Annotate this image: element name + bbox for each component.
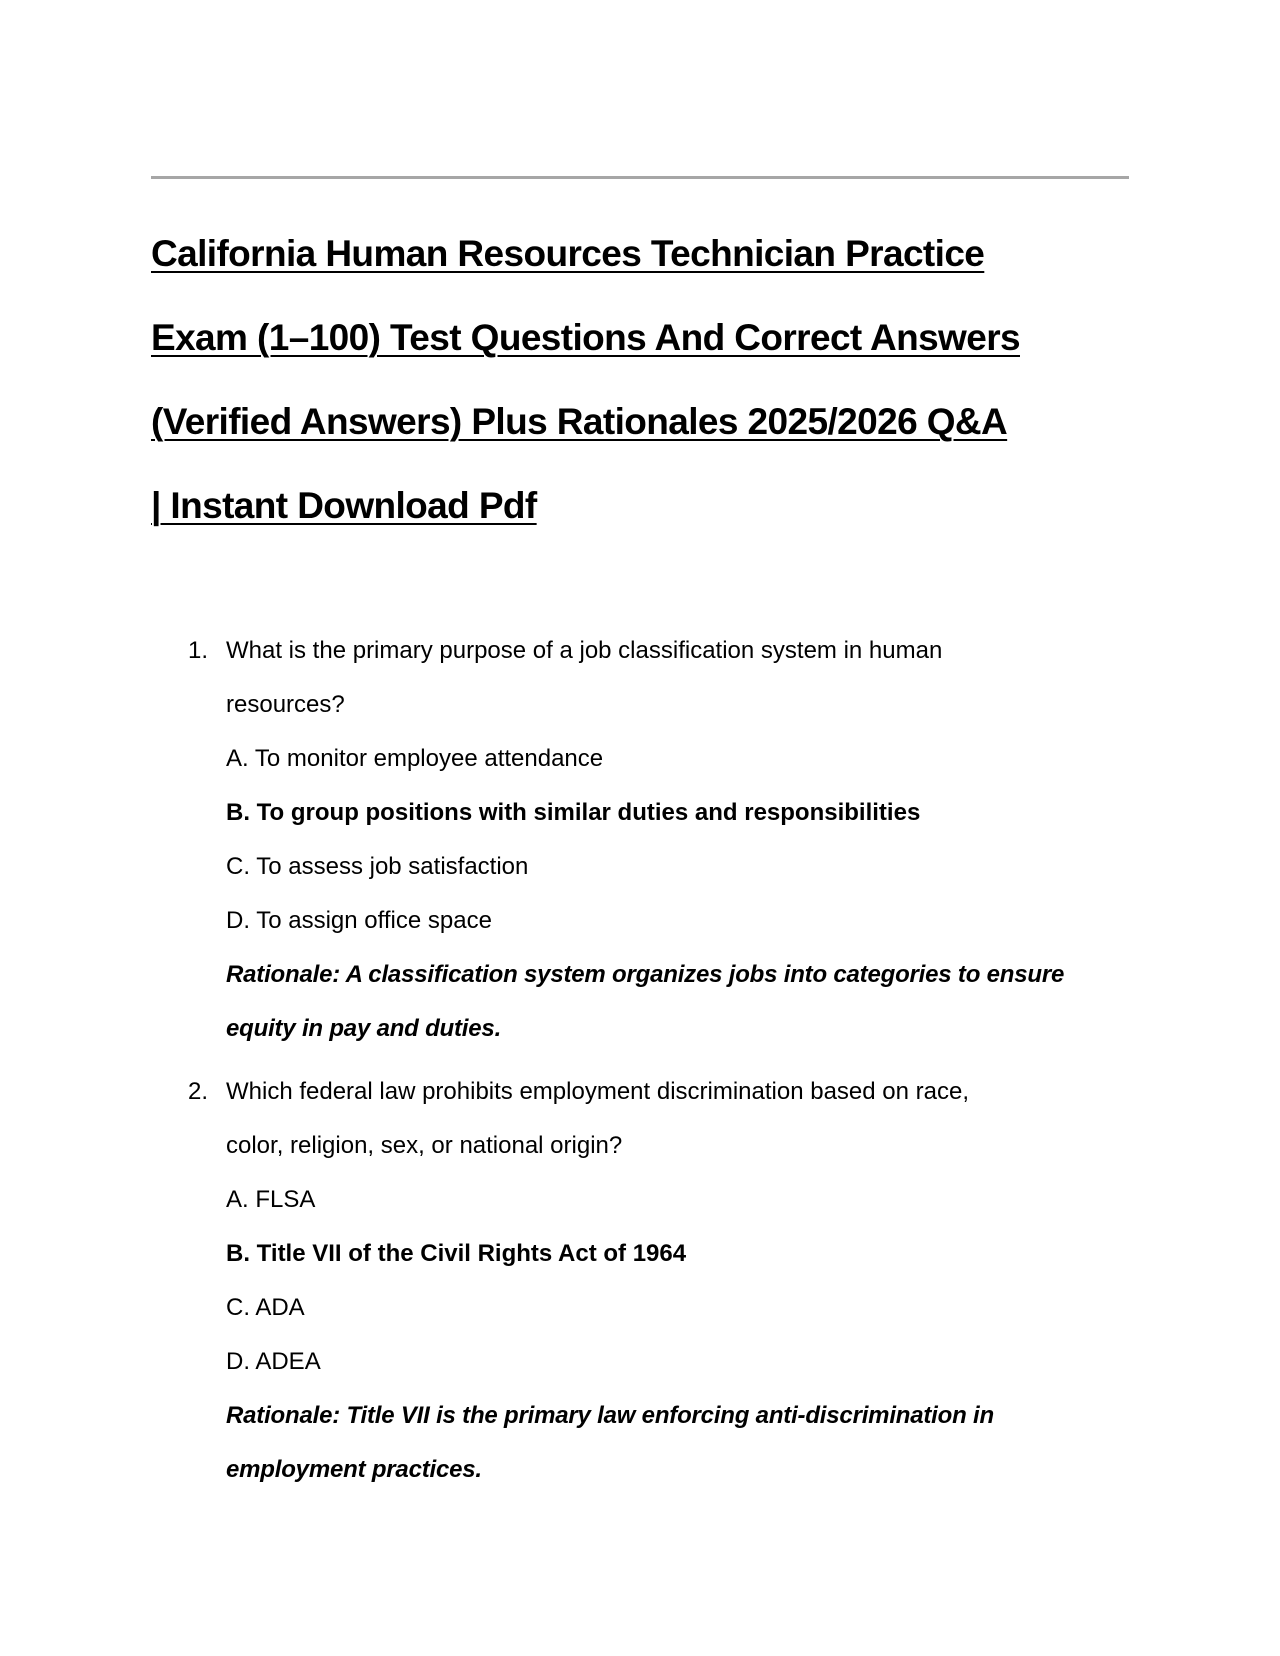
- title-line: (Verified Answers) Plus Rationales 2025/2026 Q&A: [151, 401, 1008, 442]
- option-b-correct-answer: B. To group positions with similar duties and responsibilities: [226, 799, 921, 826]
- title-line: California Human Resources Technician Practice: [151, 233, 985, 274]
- option-b-correct-answer: B. Title VII of the Civil Rights Act of 1964: [226, 1240, 687, 1267]
- option-d: D. ADEA: [226, 1348, 321, 1375]
- question-text-line: color, religion, sex, or national origin?: [226, 1132, 623, 1159]
- option-a: A. To monitor employee attendance: [226, 745, 604, 772]
- top-horizontal-rule: [151, 176, 1129, 179]
- question-number: 1.: [188, 637, 209, 664]
- option-c: C. ADA: [226, 1294, 305, 1321]
- rationale-line: Rationale: Title VII is the primary law enforcing anti-discrimination in: [226, 1402, 994, 1429]
- option-c: C. To assess job satisfaction: [226, 853, 529, 880]
- question-text-line: Which federal law prohibits employment discrimination based on race,: [226, 1078, 970, 1105]
- question-text-line: resources?: [226, 691, 345, 718]
- rationale-line: equity in pay and duties.: [226, 1015, 502, 1042]
- question-body: [226, 1065, 1126, 1497]
- rationale-line: employment practices.: [226, 1456, 482, 1483]
- question-body: [226, 624, 1126, 1056]
- rationale-line: Rationale: A classification system organizes jobs into categories to ensure: [226, 961, 1065, 988]
- title-line: Exam (1–100) Test Questions And Correct Answers: [151, 317, 1020, 358]
- title-line: | Instant Download Pdf: [151, 485, 537, 526]
- option-a: A. FLSA: [226, 1186, 316, 1213]
- document-title: [151, 212, 1141, 548]
- question-number: 2.: [188, 1078, 209, 1105]
- question-text-line: What is the primary purpose of a job classification system in human: [226, 637, 943, 664]
- option-d: D. To assign office space: [226, 907, 492, 934]
